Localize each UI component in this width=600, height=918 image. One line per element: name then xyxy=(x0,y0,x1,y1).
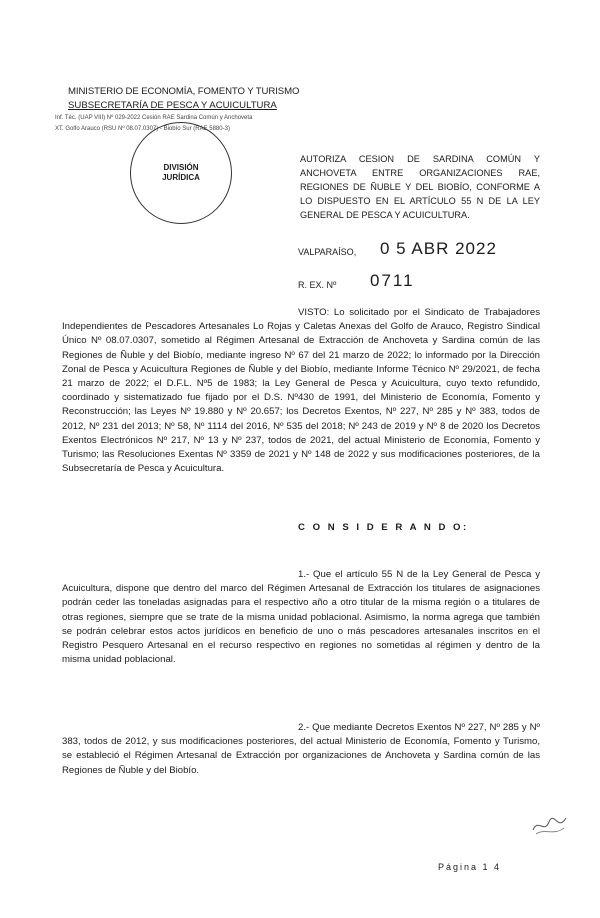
reference-line-2: XT. Golfo Arauco (RSU Nº 08.07.0307) - Biobío Sur (RAE 5880-3) xyxy=(55,126,230,132)
rex-number: 0711 xyxy=(370,271,415,290)
subsecretaria-name: SUBSECRETARÍA DE PESCA Y ACUICULTURA xyxy=(68,100,277,111)
visto-paragraph: VISTO: Lo solicitado por el Sindicato de Trabajadores Independientes de Pescadores Artesanales Lo Rojas y Caletas Anexas del Golfo de Arauco, Registro Sindical Único Nº 08.07.0307, sometido al Régimen Artesanal de Extracción de Anchoveta y Sardina común de las Regiones de Ñuble y del Biobío, mediante ingreso Nº 67 del 21 marzo de 2022; lo informado por la Dirección Zonal de Pesca y Acuicultura Regiones de Ñuble y del Biobío, mediante Informe Técnico Nº 29/2021, de fecha 21 marzo de 2022; el D.F.L. Nº5 de 1983; la Ley General de Pesca y Acuicultura, cuyo texto refundido, coordinado y sistematizado fue fijado por el D.S. Nº430 de 1991, del Ministerio de Economía, Fomento y Reconstrucción; las Leyes Nº 19.880 y Nº 20.657; los Decretos Exentos, Nº 227, Nº 285 y Nº 383, todos de 2012, Nº 231 del 2013; Nº 58, Nº 1114 del 2016, Nº 535 del 2018; Nº 243 de 2019 y Nº 8 de 2020 los Decretos Exentos Electrónicos Nº 217, Nº 13 y Nº 237, todos de 2021, del actual Ministerio de Economía, Fomento y Turismo; las Resoluciones Exentas Nº 3359 de 2021 y Nº 148 de 2022 y sus modificaciones posteriores, de la Subsecretaría de Pesca y Acuicultura. xyxy=(62,307,540,475)
resolution-title: AUTORIZA CESION DE SARDINA COMÚN Y ANCHOVETA ENTRE ORGANIZACIONES RAE, REGIONES DE ÑUBLE Y DEL BIOBÍO, CONFORME A LO DISPUESTO EN EL ARTÍCULO 55 N DE LA LEY GENERAL DE PESCA Y ACUICULTURA. xyxy=(300,154,540,220)
considerando-2: 2.- Que mediante Decretos Exentos Nº 227, Nº 285 y Nº 383, todos de 2012, y sus modificaciones posteriores, del actual Ministerio de Economía, Fomento y Turismo, se estableció el Régimen Artesanal de Extracción por organizaciones de Anchoveta y Sardina común de las Regiones de Ñuble y del Biobío. xyxy=(62,722,540,776)
rex-label: R. EX. Nº xyxy=(298,280,337,290)
reference-line-1: Inf. Téc. (UAP VIII) Nº 029-2022 Cesión RAE Sardina Común y Anchoveta xyxy=(55,115,253,121)
considerando-1: 1.- Que el artículo 55 N de la Ley General de Pesca y Acuicultura, dispone que dentro del marco del Régimen Artesanal de Extracción los titulares de asignaciones podrán ceder las toneladas asignadas para el respectivo año a otro titular de la misma región o a titulares de otras regiones, siempre que se trate de la misma unidad poblacional. Asimismo, la norma agrega que también se podrán celebrar estos actos jurídicos en beneficio de uno o más pescadores artesanales inscritos en el Registro Pesquero Artesanal en el recurso respectivo en regiones no sometidas al régimen y dentro de la misma unidad poblacional. xyxy=(62,569,540,666)
stamp-line-1: DIVISIÓN xyxy=(163,163,199,172)
stamp-line-2: JURÍDICA xyxy=(162,173,200,182)
division-juridica-stamp xyxy=(130,122,232,224)
ministry-name: MINISTERIO DE ECONOMÍA, FOMENTO Y TURISMO xyxy=(68,86,300,97)
page-footer: Página 1 4 xyxy=(438,862,502,872)
resolution-date: 0 5 ABR 2022 xyxy=(380,239,497,258)
considerando-heading: C O N S I D E R A N D O: xyxy=(298,522,469,533)
place-label: VALPARAÍSO, xyxy=(298,247,357,257)
initials-signature xyxy=(530,812,570,838)
